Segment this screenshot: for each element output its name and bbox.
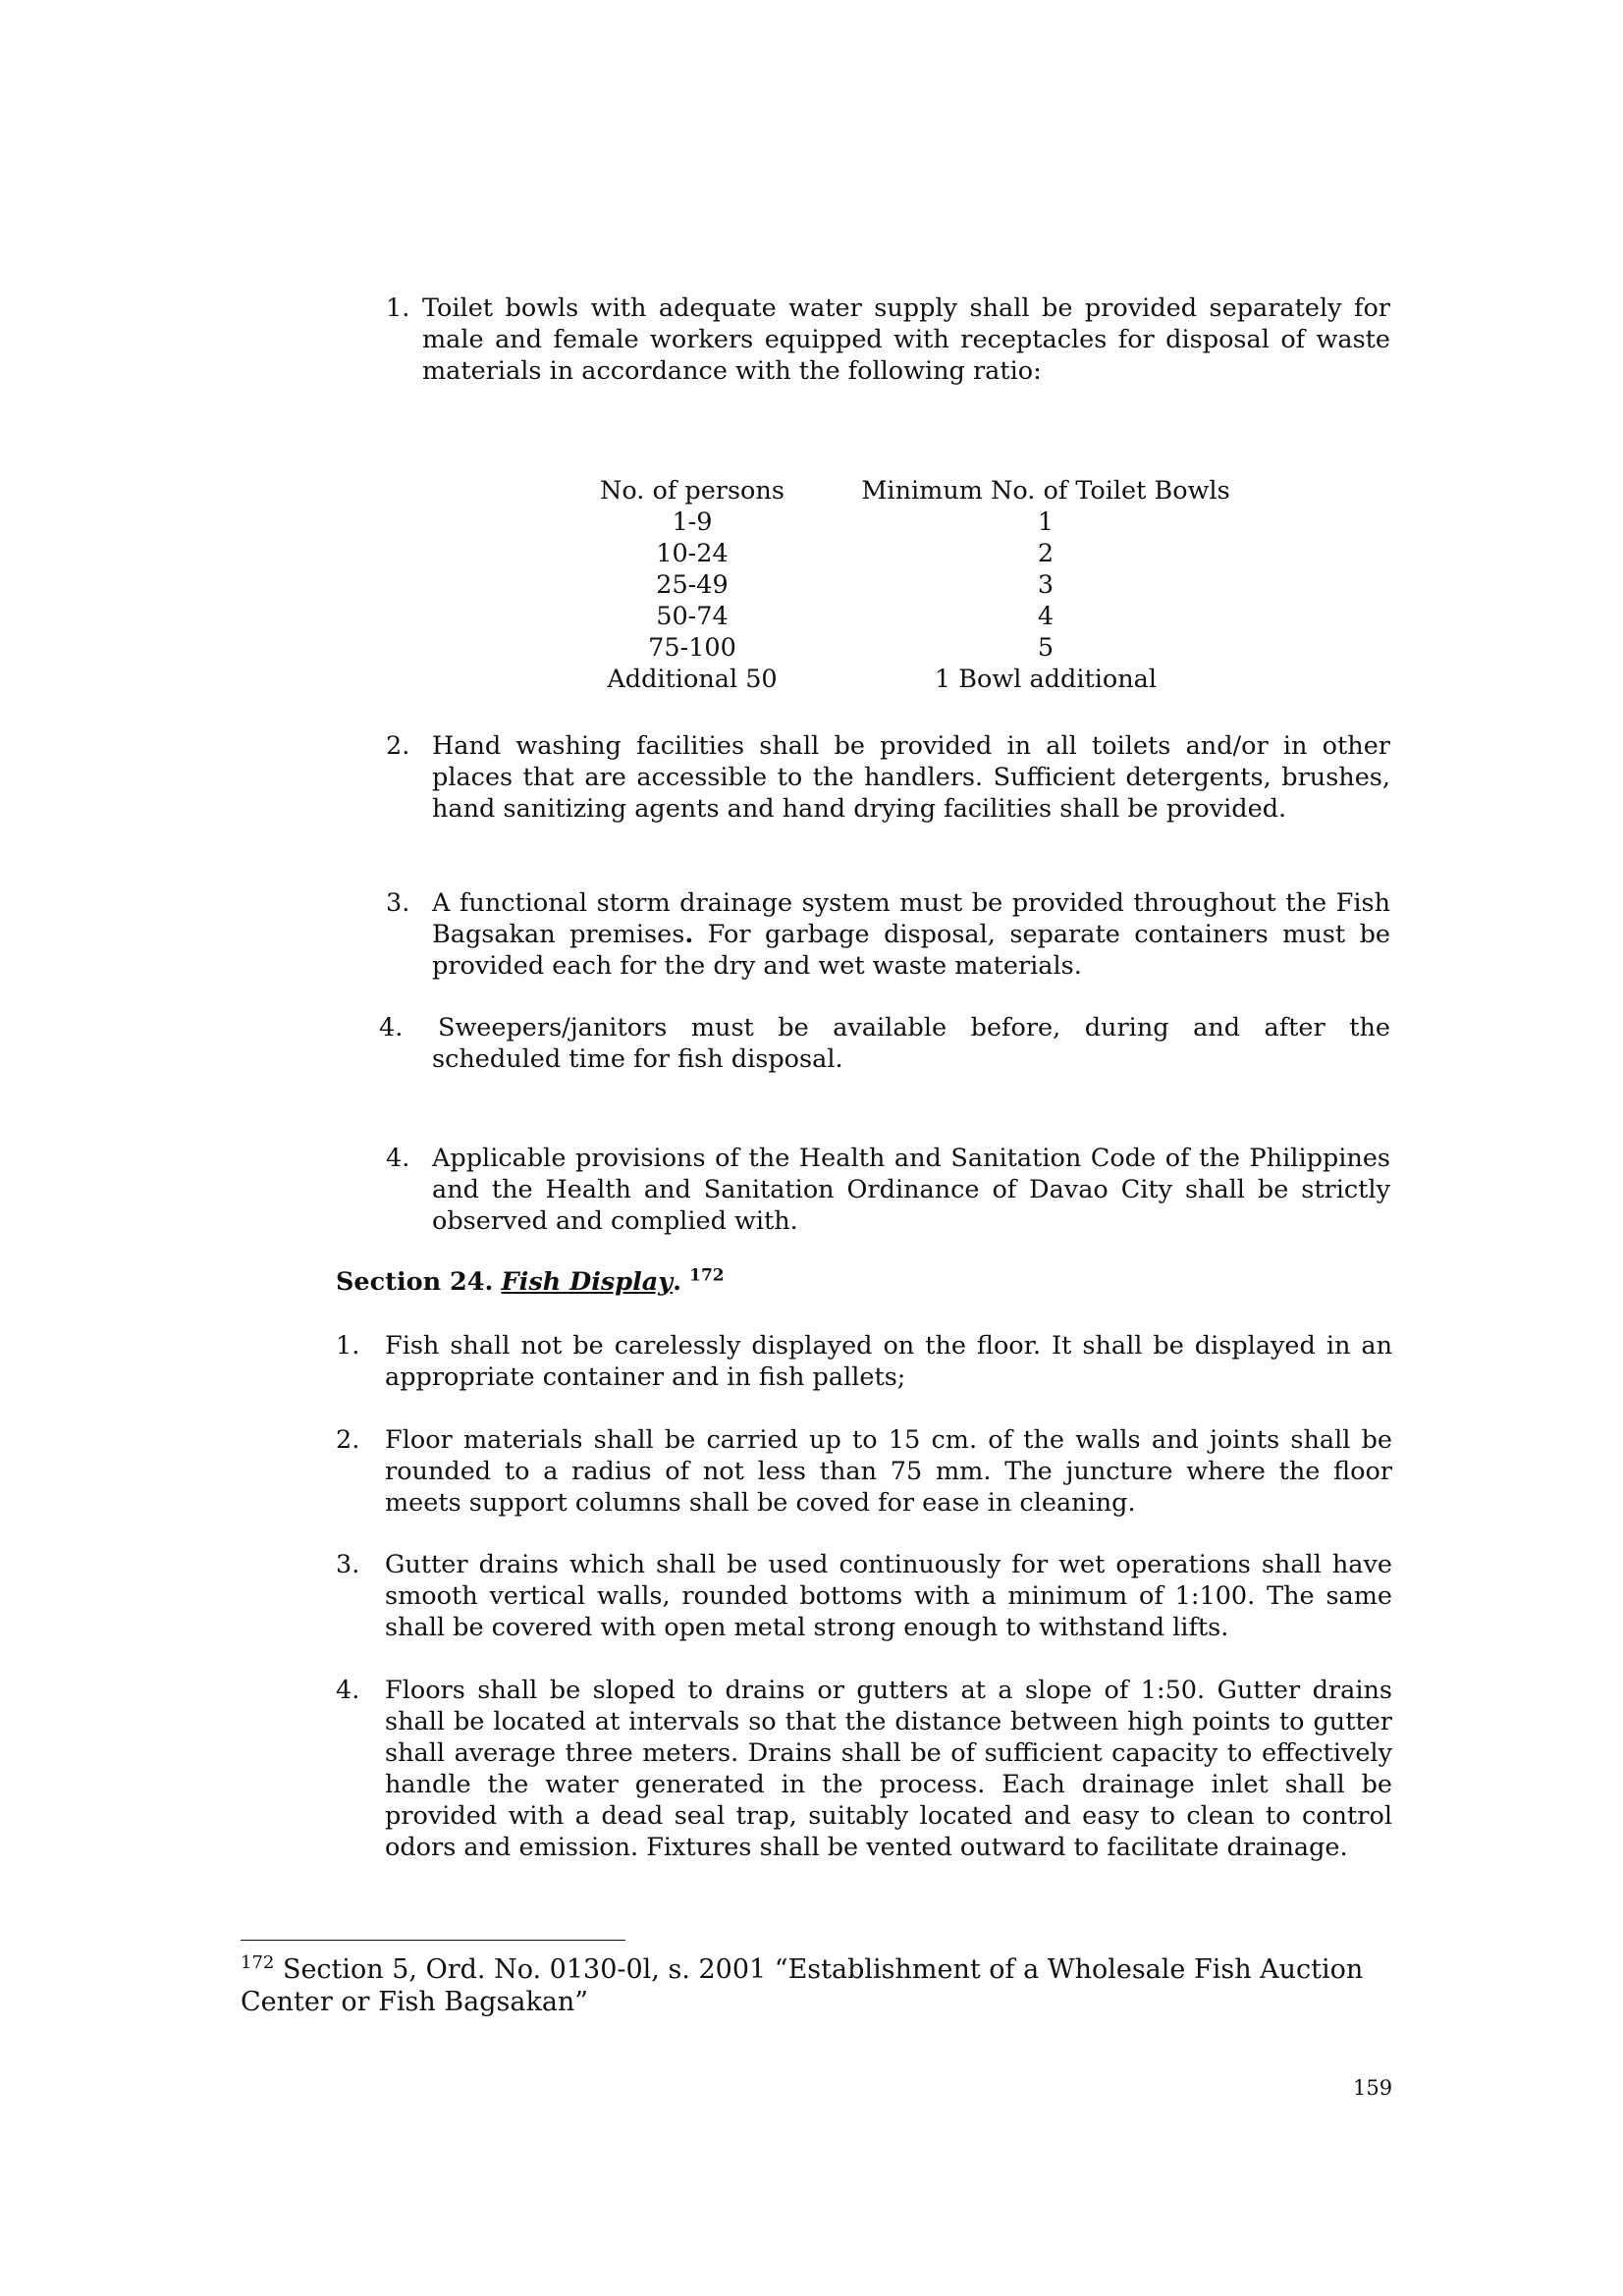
table-cell: 50-74 [656, 602, 729, 631]
item-3-number: 3. [386, 888, 410, 918]
footnote-ref: 172 [689, 1265, 725, 1286]
table-row [550, 507, 1257, 538]
item-4-text: Sweepers/janitors must be available before, during and after the scheduled time for fish disposal. [432, 1013, 1390, 1074]
fish-item-4-number: 4. [336, 1676, 360, 1705]
section-period: . [673, 1267, 681, 1297]
table-cell: Additional 50 [607, 665, 778, 694]
table-cell: 5 [1037, 633, 1055, 663]
item-2-number: 2. [386, 731, 410, 761]
item-3-text [432, 887, 1390, 982]
item-4b-number: 4. [386, 1144, 410, 1173]
fish-item-3-text: Gutter drains which shall be used continuously for wet operations shall have smooth vertical walls, rounded bottoms with a minimum of 1:100. The same shall be covered with open metal strong enough to withstand lifts. [385, 1550, 1392, 1642]
section-title: Fish Display [501, 1267, 674, 1297]
item-3-text-part: A functional storm drainage system must be provided throughout the Fish Bagsakan premises [432, 888, 1390, 949]
fish-item-2-number: 2. [336, 1425, 360, 1455]
fish-item-1-text: Fish shall not be carelessly displayed on the floor. It shall be displayed in an appropriate container and in fish pallets; [385, 1331, 1392, 1392]
page-number: 159 [1353, 2076, 1393, 2100]
table-header-bowls: Minimum No. of Toilet Bowls [861, 476, 1230, 506]
fish-item-1-number: 1. [336, 1331, 360, 1361]
item-3-text-part: For garbage disposal, separate containers must be provided each for the dry and wet waste materials. [432, 920, 1390, 981]
fish-item-4-text: Floors shall be sloped to drains or gutters at a slope of 1:50. Gutter drains shall be located at intervals so that the distance between high points to gutter shall average three meters. Drains shall be of sufficient capacity to effectively handle the water generated in the process. Each drainage inlet shall be provided with a dead seal trap, suitably located and easy to clean to control odors and emission. Fixtures shall be vented outward to facilitate drainage. [385, 1676, 1392, 1862]
table-cell: 1 [1037, 507, 1055, 537]
footnote-text: Section 5, Ord. No. 0130-0l, s. 2001 “Establishment of a Wholesale Fish Auction Center or Fish Bagsakan” [241, 1954, 1364, 2017]
table-cell: 75-100 [648, 633, 736, 663]
table-row [550, 632, 1257, 664]
section-heading [336, 1266, 725, 1298]
item-2-text: Hand washing facilities shall be provided in all toilets and/or in other places that are accessible to the handlers. Sufficient detergents, brushes, hand sanitizing agents and hand drying facilities shall be provided. [432, 731, 1390, 824]
table-cell: 25-49 [656, 570, 729, 600]
table-cell: 2 [1037, 539, 1055, 568]
item-4b-text: Applicable provisions of the Health and Sanitation Code of the Philippines and the Health and Sanitation Ordinance of Davao City shall be strictly observed and complied with. [432, 1144, 1390, 1236]
fish-item-2-text: Floor materials shall be carried up to 15 cm. of the walls and joints shall be rounded to a radius of not less than 75 mm. The juncture where the floor meets support columns shall be coved for ease in cleaning. [385, 1425, 1392, 1518]
table-row [550, 601, 1257, 632]
table-cell: 10-24 [656, 539, 729, 568]
fish-item-3-number: 3. [336, 1550, 360, 1579]
footnote-marker: 172 [241, 1952, 275, 1973]
item-1-number: 1. [386, 294, 410, 323]
table-row [550, 569, 1257, 601]
table-header-row [550, 475, 1257, 507]
footnote [241, 1953, 1399, 2018]
section-label: Section 24. [336, 1267, 494, 1297]
table-cell: 4 [1037, 602, 1055, 631]
table-row [550, 664, 1257, 695]
table-cell: 1 Bowl additional [934, 665, 1158, 694]
footnote-divider [241, 1940, 625, 1941]
item-4-number: 4. [379, 1013, 404, 1042]
table-row [550, 538, 1257, 569]
table-header-persons: No. of persons [600, 476, 784, 506]
toilet-ratio-table [550, 475, 1257, 695]
table-cell: 3 [1037, 570, 1055, 600]
item-3-bold-period: . [684, 920, 694, 949]
table-cell: 1-9 [672, 507, 713, 537]
item-1-text: Toilet bowls with adequate water supply shall be provided separately for male and female workers equipped with receptacles for disposal of waste materials in accordance with the following ratio: [422, 294, 1390, 386]
